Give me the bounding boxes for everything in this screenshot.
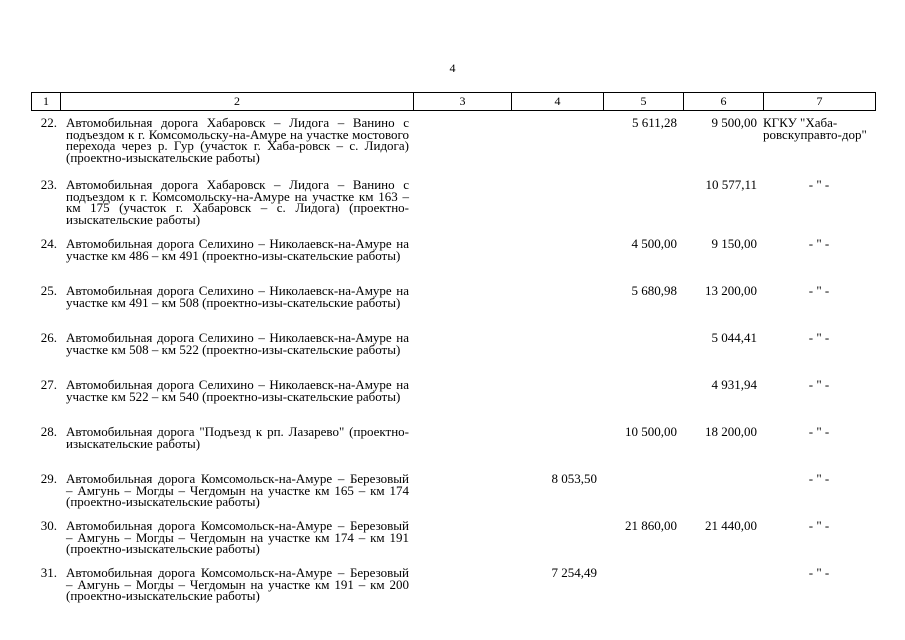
row-number: 22.	[40, 115, 57, 130]
row-number: 28.	[40, 424, 57, 439]
cell-col-4: 7 254,49	[551, 565, 597, 580]
row-number: 31.	[40, 565, 57, 580]
cell-col-7: - " -	[808, 424, 830, 439]
cell-col-6: 18 200,00	[705, 424, 757, 439]
cell-col-5	[603, 564, 683, 611]
column-header-row	[31, 92, 876, 111]
cell-col-5: 4 500,00	[631, 236, 677, 251]
cell-col-7: - " -	[808, 518, 830, 533]
table-row	[31, 423, 875, 470]
row-number: 29.	[40, 471, 57, 486]
cell-col-5	[603, 176, 683, 235]
table-row	[31, 282, 875, 329]
cell-col-6: 5 044,41	[711, 330, 757, 345]
cell-col-4	[511, 517, 603, 564]
cell-col-3	[413, 423, 511, 470]
row-number: 30.	[40, 518, 57, 533]
cell-col-7: - " -	[808, 377, 830, 392]
cell-col-6: 21 440,00	[705, 518, 757, 533]
row-description: Автомобильная дорога Комсомольск-на-Амуре – Березовый – Амгунь – Могды – Чегдомын на участке км 191 – км 200 (проектно-изыскательские работы)	[66, 565, 409, 603]
row-number: 25.	[40, 283, 57, 298]
cell-col-3	[413, 114, 511, 176]
cell-col-4	[511, 235, 603, 282]
cell-col-7: - " -	[808, 330, 830, 345]
row-description: Автомобильная дорога Селихино – Николаевск-на-Амуре на участке км 486 – км 491 (проектно-изы-скательские работы)	[66, 236, 409, 263]
cell-col-5: 21 860,00	[625, 518, 677, 533]
cell-col-4	[511, 329, 603, 376]
cell-col-5: 5 611,28	[631, 115, 677, 130]
row-number: 24.	[40, 236, 57, 251]
cell-col-4	[511, 114, 603, 176]
cell-col-7: - " -	[808, 471, 830, 486]
cell-col-5: 10 500,00	[625, 424, 677, 439]
cell-col-4	[511, 423, 603, 470]
cell-col-3	[413, 235, 511, 282]
header-col-4: 4	[512, 93, 604, 111]
cell-col-6: 10 577,11	[705, 177, 757, 192]
cell-col-4	[511, 282, 603, 329]
table-row	[31, 376, 875, 423]
cell-col-6: 9 150,00	[711, 236, 757, 251]
row-description: Автомобильная дорога Селихино – Николаевск-на-Амуре на участке км 522 – км 540 (проектно-изы-скательские работы)	[66, 377, 409, 404]
cell-col-5	[603, 329, 683, 376]
cell-col-4: 8 053,50	[551, 471, 597, 486]
row-description: Автомобильная дорога Комсомольск-на-Амуре – Березовый – Амгунь – Могды – Чегдомын на участке км 165 – км 174 (проектно-изыскательские работы)	[66, 471, 409, 509]
table-row	[31, 564, 875, 611]
header-col-6: 6	[684, 93, 764, 111]
header-col-5: 5	[604, 93, 684, 111]
cell-col-5	[603, 376, 683, 423]
table-row	[31, 329, 875, 376]
cell-col-6	[683, 470, 763, 517]
page-number: 4	[449, 61, 456, 75]
cell-col-3	[413, 282, 511, 329]
header-col-1: 1	[32, 93, 61, 111]
cell-col-6: 9 500,00	[711, 115, 757, 130]
data-table	[31, 114, 875, 611]
header-col-7: 7	[764, 93, 876, 111]
row-number: 23.	[40, 177, 57, 192]
cell-col-6: 13 200,00	[705, 283, 757, 298]
cell-col-6	[683, 564, 763, 611]
row-description: Автомобильная дорога Комсомольск-на-Амуре – Березовый – Амгунь – Могды – Чегдомын на участке км 174 – км 191 (проектно-изыскательские работы)	[66, 518, 409, 556]
cell-col-4	[511, 376, 603, 423]
cell-col-7: - " -	[808, 565, 830, 580]
cell-col-6: 4 931,94	[711, 377, 757, 392]
table-row	[31, 517, 875, 564]
row-number: 27.	[40, 377, 57, 392]
cell-col-3	[413, 329, 511, 376]
table-row	[31, 114, 875, 176]
cell-col-3	[413, 470, 511, 517]
header-col-2: 2	[61, 93, 414, 111]
table-row	[31, 235, 875, 282]
row-description: Автомобильная дорога Хабаровск – Лидога – Ванино с подъездом к г. Комсомольску-на-Амуре на участке мостового перехода через р. Гур (участок г. Хаба-ровск – с. Лидога) (проектно-изыскательские работы)	[66, 115, 409, 165]
cell-col-7: КГКУ "Хаба-ровскуправто-дор"	[763, 115, 867, 142]
row-description: Автомобильная дорога "Подъезд к рп. Лазарево" (проектно-изыскательские работы)	[66, 424, 409, 451]
cell-col-4	[511, 176, 603, 235]
cell-col-3	[413, 376, 511, 423]
cell-col-7: - " -	[808, 177, 830, 192]
cell-col-7: - " -	[808, 236, 830, 251]
row-description: Автомобильная дорога Хабаровск – Лидога – Ванино с подъездом к г. Комсомольску-на-Амуре на участке км 163 – км 175 (участок г. Хабаровск – с. Лидога) (проектно-изыскательские работы)	[66, 177, 409, 227]
cell-col-5	[603, 470, 683, 517]
cell-col-3	[413, 176, 511, 235]
cell-col-3	[413, 564, 511, 611]
cell-col-7: - " -	[808, 283, 830, 298]
row-description: Автомобильная дорога Селихино – Николаевск-на-Амуре на участке км 491 – км 508 (проектно-изы-скательские работы)	[66, 283, 409, 310]
row-number: 26.	[40, 330, 57, 345]
cell-col-3	[413, 517, 511, 564]
table-row	[31, 470, 875, 517]
cell-col-5: 5 680,98	[631, 283, 677, 298]
table-row	[31, 176, 875, 235]
row-description: Автомобильная дорога Селихино – Николаевск-на-Амуре на участке км 508 – км 522 (проектно-изы-скательские работы)	[66, 330, 409, 357]
header-col-3: 3	[414, 93, 512, 111]
